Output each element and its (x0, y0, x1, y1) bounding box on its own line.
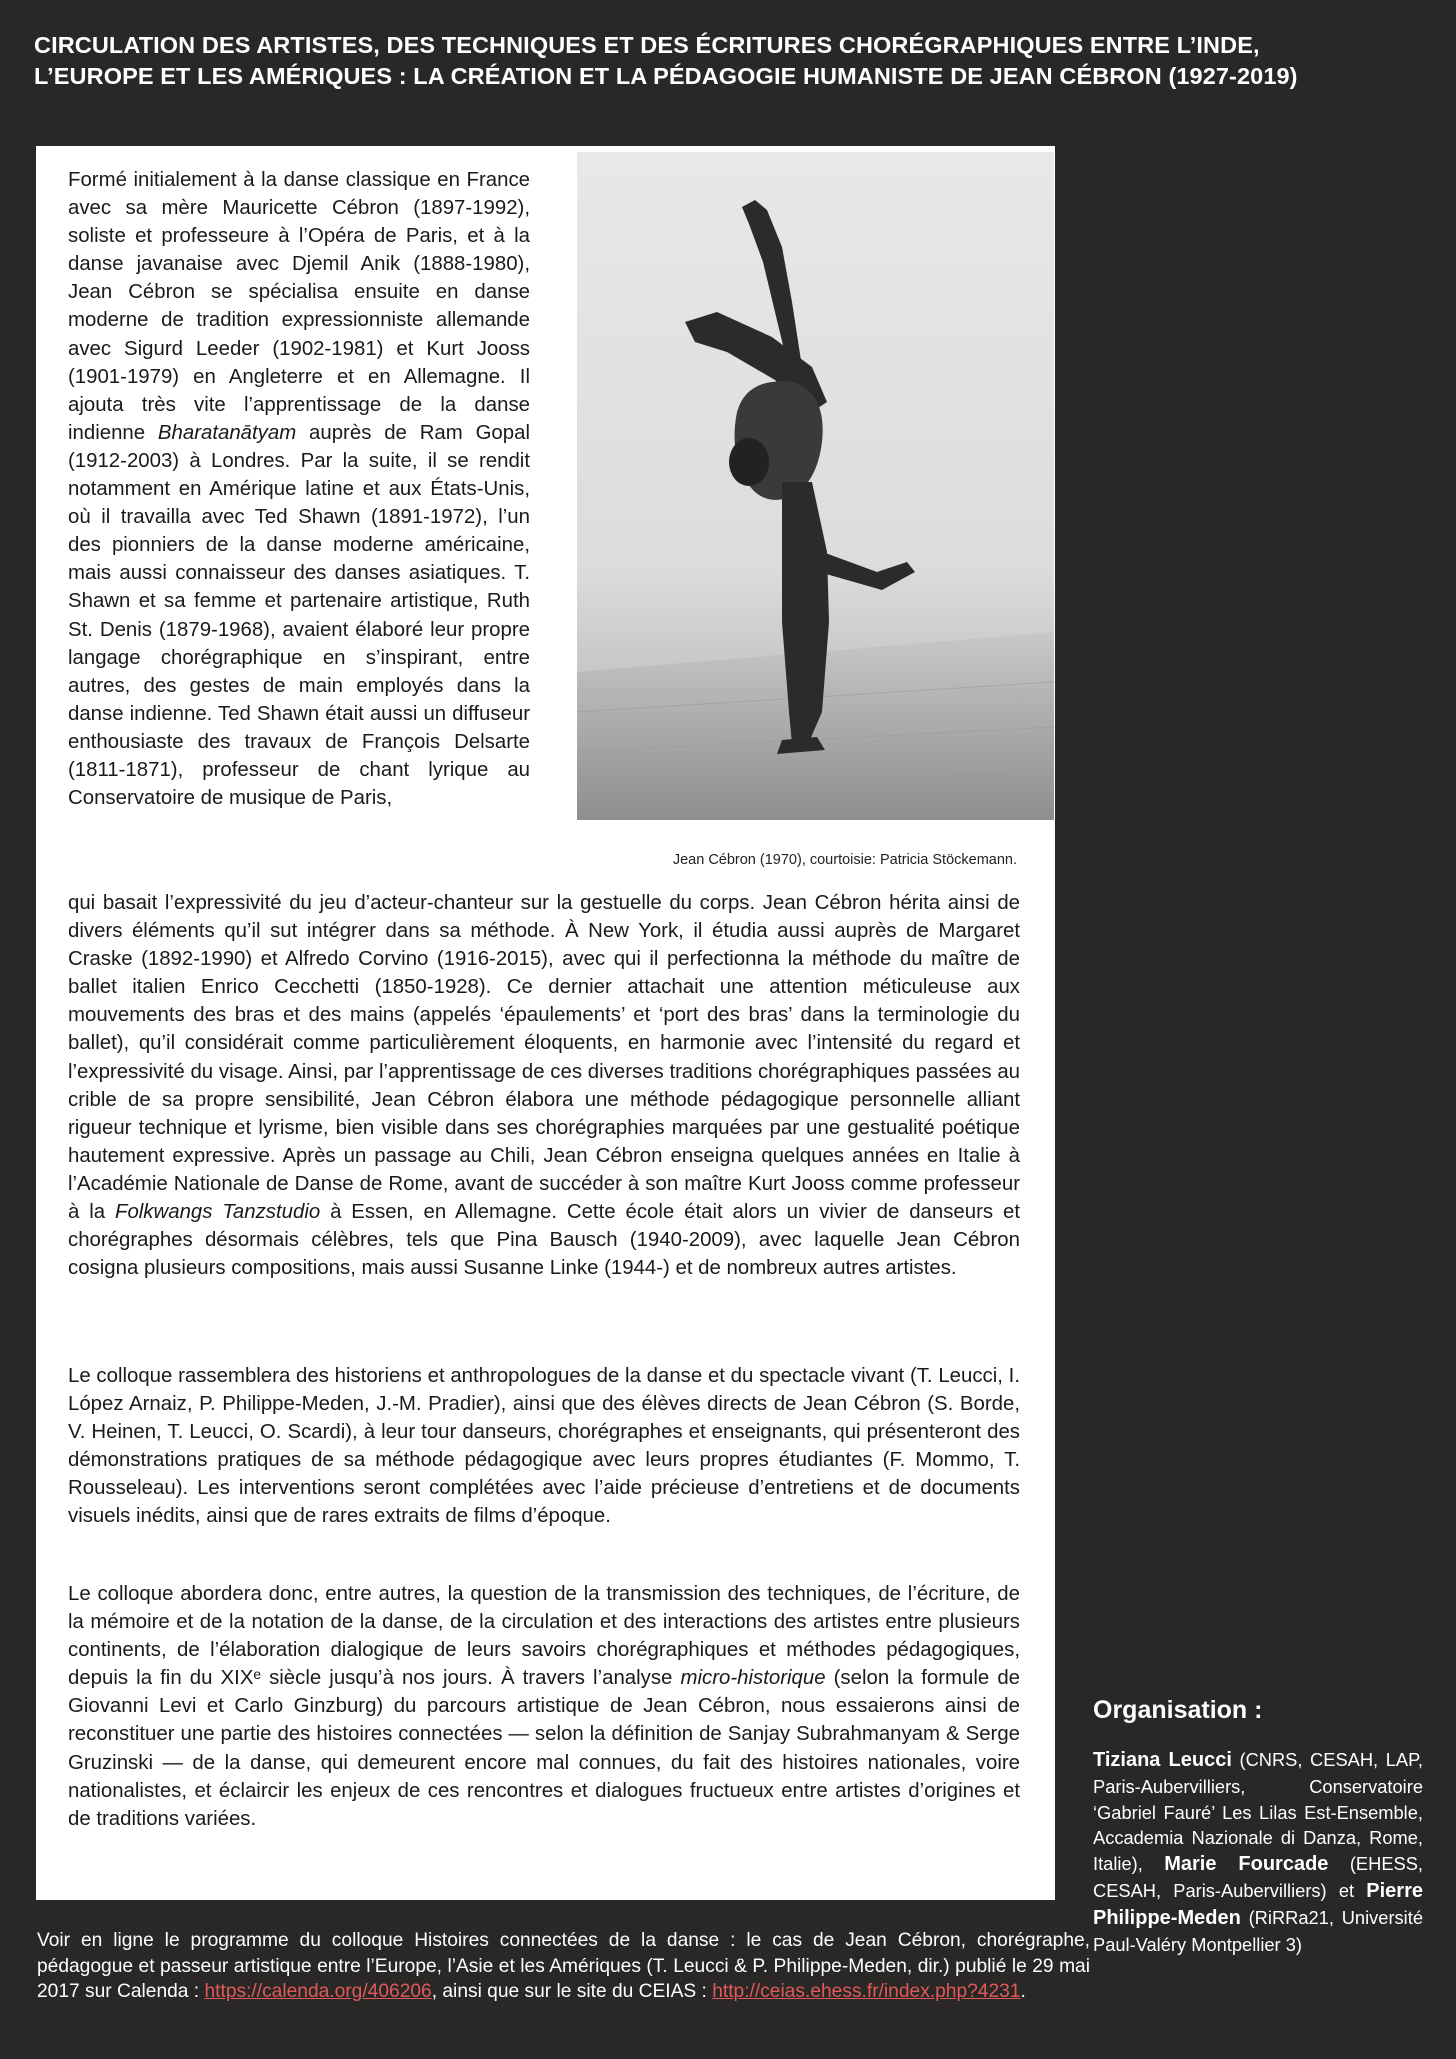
title-line-1: CIRCULATION DES ARTISTES, DES TECHNIQUES ET DES ÉCRITURES CHORÉGRAPHIQUES ENTRE L’INDE, (34, 32, 1260, 58)
dancer-photo-figure (577, 152, 1054, 868)
organisation-text (1093, 1747, 1423, 1957)
page-title (34, 30, 1414, 92)
organiser-name-1: Tiziana Leucci (1093, 1749, 1232, 1771)
p1-text-d: à Essen, en Allemagne. Cette école était alors un vivier de danseurs et chorégraphes désormais célèbres, tels que Pina Bausch (1940-2009), avec laquelle Jean Cébron cosigna plusieurs compositions, mais aussi Susanne Linke (1944-) et de nombreux autres artistes. (68, 1201, 1020, 1280)
online-text-c: . (1020, 1981, 1026, 2002)
organiser-name-3: Pierre Philippe-Meden (1093, 1879, 1423, 1929)
body-paragraph-1-intro (68, 166, 530, 812)
p1-term-bharatanatyam: Bharatanātyam (157, 421, 297, 444)
title-line-2: L’EUROPE ET LES AMÉRIQUES : LA CRÉATION ET LA PÉDAGOGIE HUMANISTE DE JEAN CÉBRON (1927-2019) (34, 63, 1298, 89)
organiser-name-2: Marie Fourcade (1164, 1853, 1329, 1876)
organiser-affiliation-2: (EHESS, CESAH, Paris-Aubervilliers) et (1093, 1853, 1423, 1901)
organisation-heading: Organisation : (1093, 1696, 1263, 1724)
p3-text-a: Le colloque abordera donc, entre autres, la question de la transmission des techniques, de l’écriture, de la mémoire et de la notation de la danse, de la circulation et des interactions des artistes entre plusieurs continents, de l’élaboration dialogique de leurs savoirs chorégraphiques et méthodes pédagogiques, depuis la fin du XIXᵉ siècle jusqu’à nos jours. À travers l’analyse (68, 1583, 1020, 1690)
ceias-link[interactable]: http://ceias.ehess.fr/index.php?4231 (712, 1981, 1021, 2002)
online-text-b: , ainsi que sur le site du CEIAS : (431, 1981, 713, 2002)
dancer-photo (577, 152, 1054, 820)
organiser-affiliation-3: (RiRRa21, Université Paul-Valéry Montpellier 3) (1093, 1906, 1423, 1955)
organiser-affiliation-1: (CNRS, CESAH, LAP, Paris-Aubervilliers, Conservatoire ‘Gabriel Fauré’ Les Lilas Est-Ensemble, Accademia Nazionale di Danza, Rome, Italie), (1093, 1749, 1423, 1875)
online-text-a: Voir en ligne le programme du colloque Histoires connectées de la danse : le cas de Jean Cébron, chorégraphe, pédagogue et passeur artistique entre l’Europe, l’Asie et les Amériques (T. Leucci & P. Philippe-Meden, dir.) publié le 29 mai 2017 sur Calenda : (37, 1930, 1090, 2002)
online-programme-note (37, 1928, 1090, 2005)
p1-text-b: auprès de Ram Gopal (1912-2003) à Londres. Par la suite, il se rendit notamment en Amérique latine et aux États-Unis, où il travailla avec Ted Shawn (1891-1972), l’un des pionniers de la danse moderne américaine, mais aussi connaisseur des danses asiatiques. T. Shawn et sa femme et partenaire artistique, Ruth St. Denis (1879-1968), avaient élaboré leur propre langage chorégraphique en s’inspirant, entre autres, des gestes de main employés dans la danse indienne. Ted Shawn était aussi un diffuseur enthousiaste des travaux de François Delsarte (1811-1871), professeur de chant lyrique au Conservatoire de musique de Paris, (68, 421, 530, 810)
photo-caption: Jean Cébron (1970), courtoisie: Patricia Stöckemann. (672, 852, 1017, 868)
body-paragraph-3 (68, 1580, 1020, 1833)
p1-term-folkwangs: Folkwangs Tanzstudio (114, 1201, 321, 1224)
calenda-link[interactable]: https://calenda.org/406206 (204, 1981, 432, 2002)
p3-term-micro-historique: micro-historique (680, 1667, 826, 1690)
body-paragraph-1-continued (68, 889, 1020, 1282)
body-paragraph-2: Le colloque rassemblera des historiens et anthropologues de la danse et du spectacle vivant (T. Leucci, I. López Arnaiz, P. Philippe-Meden, J.-M. Pradier), ainsi que des élèves directs de Jean Cébron (S. Borde, V. Heinen, T. Leucci, O. Scardi), à leur tour danseurs, chorégraphes et enseignants, qui présenteront des démonstrations pratiques de sa méthode pédagogique avec leurs propres étudiantes (F. Mommo, T. Rousseleau). Les interventions seront complétées avec l’aide précieuse d’entretiens et de documents visuels inédits, ainsi que de rares extraits de films d’époque. (68, 1365, 1020, 1528)
p1-text-c: qui basait l’expressivité du jeu d’acteur-chanteur sur la gestuelle du corps. Jean Cébron hérita ainsi de divers éléments qu’il sut intégrer dans sa méthode. À New York, il étudia aussi auprès de Margaret Craske (1892-1990) et Alfredo Corvino (1916-2015), avec qui il perfectionna la méthode du maître de ballet italien Enrico Cecchetti (1850-1928). Ce dernier attachait une attention méticuleuse aux mouvements des bras et des mains (appelés ‘épaulements’ et ‘port des bras’ dans la terminologie du ballet), qu’il considérait comme particulièrement éloquents, en harmonie avec l’intensité du regard et l’expressivité du visage. Ainsi, par l’apprentissage de ces diverses traditions chorégraphiques passées au crible de sa propre sensibilité, Jean Cébron élabora une méthode pédagogique personnelle alliant rigueur technique et lyrisme, bien visible dans ses chorégraphies marquées par une gestualité poétique hautement expressive. Après un passage au Chili, Jean Cébron enseigna quelques années en Italie à l’Académie Nationale de Danse de Rome, avant de succéder à son maître Kurt Jooss comme professeur à la (68, 892, 1020, 1224)
p1-text-a: Formé initialement à la danse classique en France avec sa mère Mauricette Cébron (1897-1992), soliste et professeure à l’Opéra de Paris, et à la danse javanaise avec Djemil Anik (1888-1980), Jean Cébron se spécialisa ensuite en danse moderne de tradition expressionniste allemande avec Sigurd Leeder (1902-1981) et Kurt Jooss (1901-1979) en Angleterre et en Allemagne. Il ajouta très vite l’apprentissage de la danse indienne (68, 169, 530, 444)
p3-text-b: (selon la formule de Giovanni Levi et Carlo Ginzburg) du parcours artistique de Jean Cébron, nous essaierons ainsi de reconstituer une partie des histoires connectées — selon la définition de Sanjay Subrahmanyam & Serge Gruzinski — de la danse, qui demeurent encore mal connues, du fait des histoires nationales, voire nationalistes, et éclaircir les enjeux de ces rencontres et dialogues fructueux entre artistes d’origines et de traditions variées. (68, 1667, 1021, 1830)
